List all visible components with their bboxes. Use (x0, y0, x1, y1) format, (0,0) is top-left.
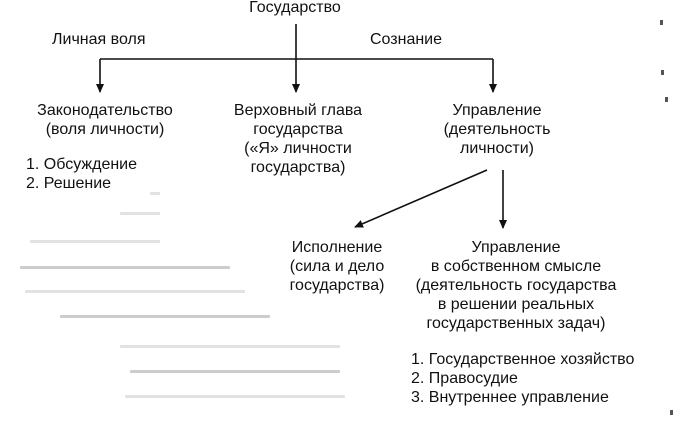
node-text-line: государства) (250, 159, 346, 176)
node-text-line: («Я» личности (244, 140, 352, 157)
node-management-proper (396, 238, 636, 333)
node-text-line: государственных задач) (426, 315, 606, 332)
node-text-line: (деятельность государства (415, 277, 617, 294)
node-text-line: Исполнение (291, 239, 383, 256)
management-proper-list (411, 350, 634, 407)
list-item: 1. Государственное хозяйство (411, 351, 635, 368)
node-text-line: (сила и дело (289, 258, 385, 275)
node-management (412, 101, 582, 158)
list-item: 3. Внутреннее управление (411, 389, 609, 406)
arrow-to-execution (355, 170, 487, 227)
list-item: 2. Решение (26, 175, 112, 192)
node-text-line: (деятельность (443, 121, 551, 138)
edge-label-consciousness: Сознание (370, 31, 443, 48)
title-text: Государство (249, 0, 341, 16)
node-legislation (10, 101, 200, 139)
list-item: 1. Обсуждение (26, 156, 138, 173)
node-text-line: личности) (460, 140, 534, 157)
node-head-of-state (213, 101, 383, 177)
node-text-line: Верховный глава (233, 102, 363, 119)
node-text-line: Управление (471, 239, 561, 256)
list-item: 2. Правосудие (411, 370, 518, 387)
node-text-line: государства (253, 121, 343, 138)
node-execution (262, 238, 412, 295)
node-text-line: в собственном смысле (430, 258, 602, 275)
node-text-line: в решении реальных (437, 296, 595, 313)
edge-label-personal-will: Личная воля (52, 31, 146, 48)
node-text-line: (воля личности) (45, 121, 165, 138)
node-text-line: Законодательство (37, 102, 173, 119)
node-text-line: Управление (452, 102, 542, 119)
diagram-title (200, 0, 390, 17)
legislation-list (26, 155, 137, 193)
node-text-line: государства) (289, 277, 385, 294)
